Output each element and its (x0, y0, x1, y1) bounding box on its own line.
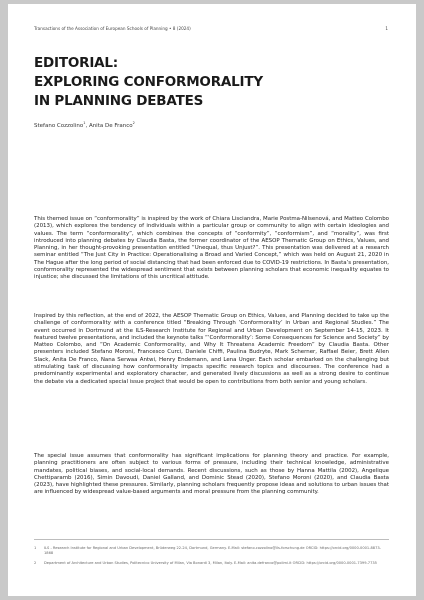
body-paragraph: Inspired by this reflection, at the end of 2022, the AESOP Thematic Group on Ethics, Values, and Planning decided to take up the challenge of conformorality with a conference titled “Breaking Through ‘Conformorality’ in Urban and Regional Studies.” The event occurred in Dortmund at the ILS-Research Institute for Regional and Urban Development on September 14-15, 2023. It featured twelve presentations, and included the keynote talks “‘Conformorality’: Some Consequences for Science and Society” by Matteo Colombo, and “On Academic Conformorality, and Why It Threatens Academic Freedom” by Claudia Basta. Other presenters included Stefano Moroni, Francesco Curci, Daniele Chiffi, Paulina Budryte, Mark Scherner, Raffael Beier, Brett Allen Slack, Anita De Franco, Nana Serwaa Antwi, Henry Endemann, and Lena Unger. Each scholar embarked on the challenging but stimulating task of discussing how conformorality impacts specific research topics and discourses. The conference had a predominantly experimental and exploratory character, and generated lively discussions as well as a strong desire to continue the debate via a dedicated special issue project that would be open to contributions from both senior and young scholars. (34, 313, 389, 385)
title-line: EXPLORING CONFORMORALITY (34, 74, 263, 90)
article-title (34, 54, 394, 111)
author-list (34, 121, 135, 129)
footnote (34, 561, 389, 566)
footnotes (34, 546, 389, 571)
journal-name: Transactions of the Association of European Schools of Planning • 8 (2024) (34, 26, 191, 31)
body-paragraph: The special issue assumes that conformorality has significant implications for planning theory and practice. For example, planning practitioners are often subject to various forms of pressure, including their technical knowledge, administrative mandates, political biases, and social-local demands. Recent discussions, such as those by Hanna Mattila (2002), Angelique Chettiparamb (2016), Simin Davoudi, Daniel Galland, and Dominic Stead (2020), Stefano Moroni (2020), and Claudia Basta (2023), have highlighted these pressures. Similarly, planning scholars frequently propose ideas and solutions to urban issues that are influenced by widespread value-based arguments and moral pressure from the planning community. (34, 453, 389, 496)
author-affiliation-mark: 2 (132, 121, 135, 125)
footnote-text: ILS - Research Institute for Regional and Urban Development, Brüderweg 22-24, Dortmund, Germany. E-Mail: stefano.cozzolino@ils-forschung.de ORCID: https://orcid.org/0000-0001-8873-1868 (44, 546, 381, 555)
body-paragraph: This themed issue on “conformorality” is inspired by the work of Chiara Lisciandra, Marie Postma-Nilsenová, and Matteo Colombo (2013), which explores the tendency of individuals within a particular group or community to align with certain ideologies and values. The term “conformorality”, which combines the concepts of “conformity”, “conformism”, and “morality”, was first introduced into planning debates by Claudia Basta, the former coordinator of the AESOP Thematic Group on Ethics, Values, and Planning, in her thought-provoking presentation entitled “Unequal, thus Unjust?”. This presentation was delivered at a research seminar entitled “The Just City in Practice: Operationalising a Broad and Varied Concept,” which was held on August 21, 2020 in The Hague after the long period of social distancing that had been enforced due to COVID-19 restrictions. In Basta’s presentation, conformorality represented the widespread sentiment that exists between planning scholars that economic inequality equates to injustice; she discussed the limitations of this uncritical attitude. (34, 216, 389, 281)
footnote-divider (34, 539, 389, 540)
title-line: EDITORIAL: (34, 55, 119, 71)
page-number: 1 (385, 26, 388, 31)
footnote-number: 1 (34, 546, 37, 550)
title-line: IN PLANNING DEBATES (34, 93, 204, 109)
footnote-number: 2 (34, 561, 37, 565)
journal-page (8, 4, 416, 596)
footnote-text: Department of Architecture and Urban Studies, Politecnico University of Milan, Via Bonardi 3, Milan, Italy. E-Mail: anita.defranco@polimi.it ORCID: https://orcid.org/0000-0001-7399-7735 (44, 561, 377, 565)
author-name: Stefano Cozzolino (34, 122, 84, 129)
author-separator: , (85, 122, 89, 129)
author-name: Anita De Franco (88, 122, 133, 129)
footnote (34, 546, 389, 556)
author-affiliation-mark: 1 (83, 121, 86, 125)
running-head (34, 26, 388, 31)
